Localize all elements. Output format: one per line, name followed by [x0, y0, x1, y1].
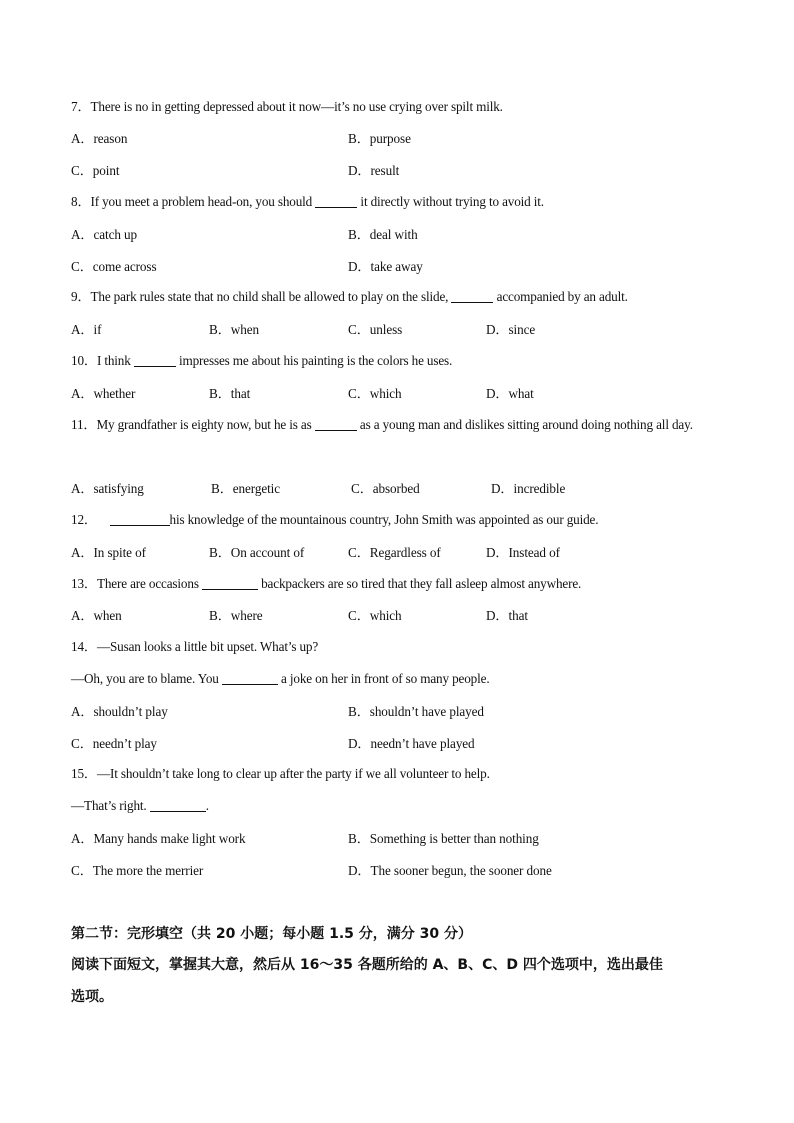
answer-blank[interactable] — [451, 288, 493, 303]
answer-blank[interactable] — [222, 670, 278, 685]
option-a[interactable]: A．In spite of — [71, 545, 146, 560]
section-instruction: 阅读下面短文，掌握其大意，然后从 16～35 各题所给的 A、B、C、D 四个选项中，选出最佳 — [71, 957, 663, 973]
question-number: 10． — [71, 353, 97, 368]
question-14-reply — [71, 663, 724, 695]
question-text: backpackers are so tired that they fall asleep almost anywhere. — [257, 576, 582, 591]
answer-blank[interactable] — [315, 416, 357, 431]
option-c[interactable]: C．needn’t play — [71, 736, 157, 751]
option-d[interactable]: D．Instead of — [486, 545, 560, 560]
question-text: My grandfather is eighty now, but he is as — [96, 417, 315, 432]
option-a[interactable]: A．whether — [71, 386, 136, 401]
section-instruction-cont: 选项。 — [71, 989, 113, 1005]
section-title: 第二节：完形填空（共 20 小题；每小题 1.5 分，满分 30 分） — [71, 926, 473, 942]
option-d[interactable]: D．since — [486, 322, 536, 337]
option-d[interactable]: D．The sooner begun, the sooner done — [348, 863, 552, 878]
question-text: impresses me about his painting is the colors he uses. — [175, 353, 453, 368]
question-text: There is no in getting depressed about it now—it’s no use crying over spilt milk. — [90, 99, 503, 114]
option-d[interactable]: D．result — [348, 163, 400, 178]
question-15-reply — [71, 790, 724, 822]
question-number: 9． — [71, 289, 91, 304]
question-text: There are occasions — [96, 576, 202, 591]
option-d[interactable]: D．incredible — [491, 481, 566, 496]
option-b[interactable]: B．shouldn’t have played — [348, 704, 484, 719]
question-text: —Oh, you are to blame. You — [71, 671, 222, 686]
question-11-stem — [71, 409, 724, 440]
option-b[interactable]: B．purpose — [348, 131, 411, 146]
question-14-stem — [71, 631, 724, 663]
option-a[interactable]: A．if — [71, 322, 102, 337]
option-d[interactable]: D．that — [486, 608, 528, 623]
option-b[interactable]: B．when — [209, 322, 259, 337]
option-c[interactable]: C．which — [348, 386, 402, 401]
option-c[interactable]: C．which — [348, 608, 402, 623]
option-a[interactable]: A．satisfying — [71, 481, 144, 496]
option-b[interactable]: B．where — [209, 608, 263, 623]
question-7-stem — [71, 91, 724, 123]
answer-blank[interactable] — [134, 352, 176, 367]
question-text: his knowledge of the mountainous country, John Smith was appointed as our guide. — [169, 512, 599, 527]
question-12-stem — [71, 504, 724, 536]
question-number: 11． — [71, 417, 97, 432]
question-9-stem — [71, 281, 724, 313]
question-text: as a young man and dislikes sitting around doing nothing all day. — [356, 417, 693, 432]
option-b[interactable]: B．On account of — [209, 545, 305, 560]
question-number: 13． — [71, 576, 97, 591]
question-8-stem — [71, 186, 724, 218]
option-d[interactable]: D．needn’t have played — [348, 736, 475, 751]
option-c[interactable]: C．point — [71, 163, 120, 178]
question-text: accompanied by an adult. — [493, 289, 628, 304]
question-text: —Susan looks a little bit upset. What’s up? — [96, 639, 319, 654]
answer-blank[interactable] — [110, 511, 170, 526]
option-c[interactable]: C．absorbed — [351, 481, 420, 496]
option-a[interactable]: A．Many hands make light work — [71, 831, 246, 846]
question-text: If you meet a problem head-on, you should — [90, 194, 316, 209]
option-a[interactable]: A．shouldn’t play — [71, 704, 168, 719]
question-number: 14． — [71, 639, 97, 654]
question-text: it directly without trying to avoid it. — [357, 194, 544, 209]
question-text: The park rules state that no child shall be allowed to play on the slide, — [90, 289, 452, 304]
option-c[interactable]: C．come across — [71, 259, 157, 274]
question-text: I think — [96, 353, 134, 368]
option-a[interactable]: A．reason — [71, 131, 128, 146]
question-number: 12． — [71, 512, 97, 527]
option-b[interactable]: B．deal with — [348, 227, 418, 242]
option-b[interactable]: B．energetic — [211, 481, 280, 496]
answer-blank[interactable] — [315, 193, 357, 208]
option-d[interactable]: D．what — [486, 386, 534, 401]
question-text: a joke on her in front of so many people. — [277, 671, 490, 686]
option-c[interactable]: C．The more the merrier — [71, 863, 204, 878]
question-number: 7． — [71, 99, 91, 114]
question-number: 15． — [71, 766, 97, 781]
option-a[interactable]: A．catch up — [71, 227, 138, 242]
option-b[interactable]: B．that — [209, 386, 251, 401]
option-b[interactable]: B．Something is better than nothing — [348, 831, 539, 846]
answer-blank[interactable] — [150, 797, 206, 812]
question-text: —It shouldn’t take long to clear up after the party if we all volunteer to help. — [96, 766, 490, 781]
question-text: . — [205, 798, 209, 813]
option-c[interactable]: C．Regardless of — [348, 545, 441, 560]
option-a[interactable]: A．when — [71, 608, 122, 623]
question-15-stem — [71, 758, 724, 790]
answer-blank[interactable] — [202, 575, 258, 590]
question-number: 8． — [71, 194, 91, 209]
question-text: —That’s right. — [71, 798, 150, 813]
question-13-stem — [71, 568, 724, 600]
option-c[interactable]: C．unless — [348, 322, 403, 337]
option-d[interactable]: D．take away — [348, 259, 423, 274]
question-10-stem — [71, 345, 724, 377]
